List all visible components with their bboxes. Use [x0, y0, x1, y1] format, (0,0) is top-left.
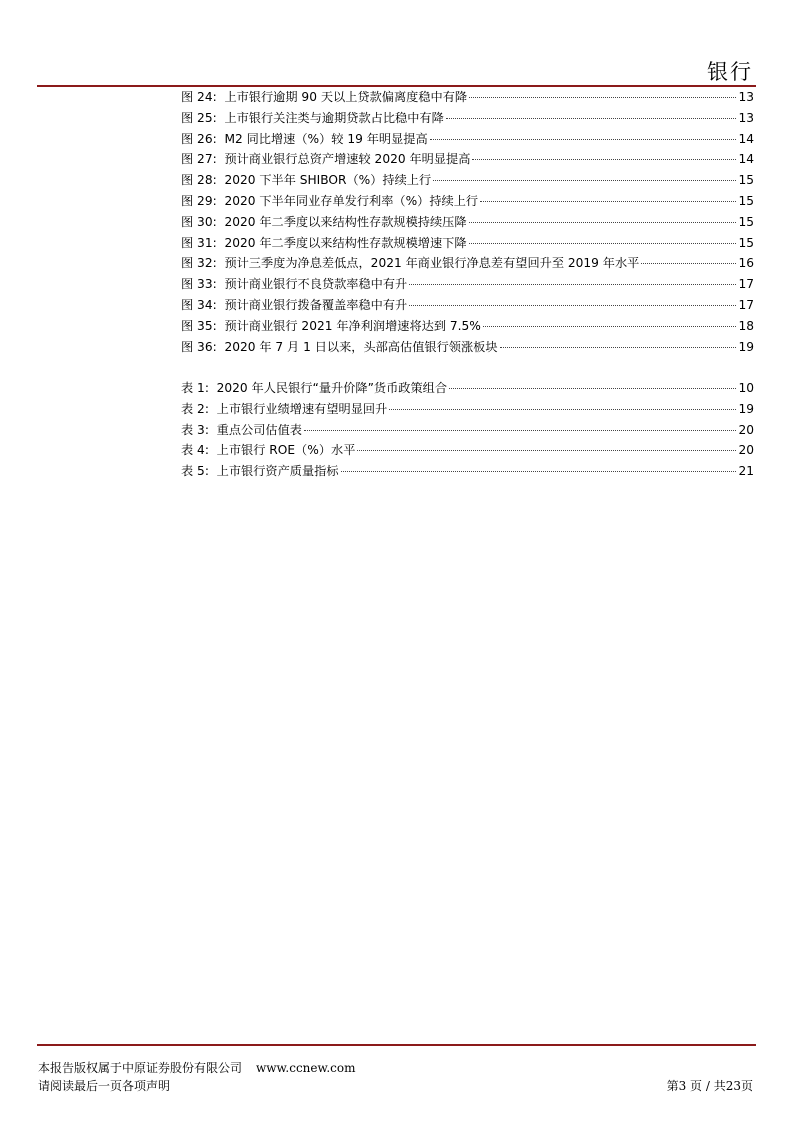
- toc-entry-label: 图 25:: [181, 110, 217, 125]
- toc-entry-label: 图 30:: [181, 214, 217, 229]
- table-list: [181, 378, 754, 482]
- dot-leader: [389, 409, 736, 410]
- figure-toc-entry[interactable]: [181, 253, 754, 274]
- label-spacer: [209, 440, 217, 461]
- table-toc-entry[interactable]: [181, 440, 754, 461]
- dot-leader: [409, 284, 736, 285]
- toc-entry-page: 21: [738, 464, 754, 479]
- label-spacer: [217, 129, 225, 150]
- toc-entry-label: 表 5:: [181, 464, 209, 479]
- dot-leader: [641, 263, 736, 264]
- toc-entry-title: 上市银行业绩增速有望明显回升: [216, 401, 388, 416]
- toc-entry-page: 19: [738, 339, 754, 354]
- dot-leader: [472, 159, 736, 160]
- toc-entry-title: 上市银行关注类与逾期贷款占比稳中有降: [224, 110, 444, 125]
- figure-toc-entry[interactable]: [181, 129, 754, 150]
- label-spacer: [209, 420, 217, 441]
- toc-entry-label: 图 34:: [181, 297, 217, 312]
- label-spacer: [217, 253, 225, 274]
- label-spacer: [217, 170, 225, 191]
- toc-entry-title: 2020 年二季度以来结构性存款规模持续压降: [224, 214, 467, 229]
- figure-toc-entry[interactable]: [181, 337, 754, 358]
- toc-entry-page: 20: [738, 422, 754, 437]
- toc-entry-title: 2020 年人民银行“量升价降”货币政策组合: [216, 381, 448, 395]
- toc-entry-title: 2020 下半年 SHIBOR（%）持续上行: [224, 173, 432, 188]
- toc-entry-title: 预计商业银行拨备覆盖率稳中有升: [224, 297, 408, 312]
- table-toc-entry[interactable]: [181, 420, 754, 441]
- toc-entry-label: 表 4:: [181, 443, 209, 458]
- dot-leader: [483, 326, 737, 327]
- dot-leader: [500, 347, 737, 348]
- toc-entry-label: 图 35:: [181, 318, 217, 333]
- toc-entry-page: 15: [738, 214, 754, 229]
- figure-toc-entry[interactable]: [181, 108, 754, 129]
- label-spacer: [209, 399, 217, 420]
- toc-entry-page: 14: [738, 131, 754, 146]
- dot-leader: [469, 222, 737, 223]
- toc-entry-label: 图 24:: [181, 90, 217, 104]
- dot-leader: [409, 305, 736, 306]
- dot-leader: [469, 243, 737, 244]
- section-title: 银行: [707, 60, 753, 84]
- toc-entry-page: 15: [738, 173, 754, 188]
- toc-entry-page: 19: [738, 401, 754, 416]
- label-spacer: [217, 212, 225, 233]
- toc-entry-title: 上市银行逾期 90 天以上贷款偏离度稳中有降: [224, 90, 468, 104]
- toc-entry-page: 13: [738, 110, 754, 125]
- toc-entry-page: 18: [738, 318, 754, 333]
- footer-copyright-line: [38, 1059, 355, 1076]
- dot-leader: [341, 471, 737, 472]
- toc-entry-label: 图 33:: [181, 277, 217, 292]
- dot-leader: [480, 201, 736, 202]
- dot-leader: [357, 450, 736, 451]
- toc-entry-title: 预计三季度为净息差低点，2021 年商业银行净息差有望回升至 2019 年水平: [224, 256, 640, 271]
- figure-toc-entry[interactable]: [181, 87, 754, 108]
- table-toc-entry[interactable]: [181, 461, 754, 482]
- toc-entry-title: 2020 下半年同业存单发行利率（%）持续上行: [224, 193, 479, 208]
- toc-entry-label: 表 1:: [181, 381, 209, 395]
- toc-entry-label: 图 27:: [181, 152, 217, 167]
- toc-entry-title: 上市银行资产质量指标: [216, 464, 339, 479]
- toc-entry-page: 15: [738, 193, 754, 208]
- dot-leader: [433, 180, 736, 181]
- figure-toc-entry[interactable]: [181, 170, 754, 191]
- label-spacer: [217, 233, 225, 254]
- toc-entry-label: 表 3:: [181, 422, 209, 437]
- figure-toc-entry[interactable]: [181, 233, 754, 254]
- toc-entry-label: 图 32:: [181, 256, 217, 271]
- toc-entry-title: M2 同比增速（%）较 19 年明显提高: [224, 131, 428, 146]
- label-spacer: [217, 316, 225, 337]
- toc-entry-page: 17: [738, 277, 754, 292]
- dot-leader: [304, 430, 737, 431]
- label-spacer: [217, 337, 225, 358]
- toc-entry-page: 16: [738, 256, 754, 271]
- toc-entry-label: 表 2:: [181, 401, 209, 416]
- footer-divider: [37, 1044, 756, 1046]
- figure-toc-entry[interactable]: [181, 212, 754, 233]
- toc-entry-title: 预计商业银行 2021 年净利润增速将达到 7.5%: [224, 318, 481, 333]
- figure-toc-entry[interactable]: [181, 191, 754, 212]
- label-spacer: [217, 191, 225, 212]
- toc-entry-label: 图 31:: [181, 235, 217, 250]
- toc-entry-page: 13: [738, 90, 754, 104]
- toc-entry-title: 预计商业银行总资产增速较 2020 年明显提高: [224, 152, 471, 167]
- table-toc-entry[interactable]: [181, 399, 754, 420]
- page-number: 第3 页 / 共23页: [666, 1079, 753, 1093]
- toc-entry-page: 20: [738, 443, 754, 458]
- disclaimer-text: 请阅读最后一页各项声明: [38, 1079, 171, 1093]
- table-toc-entry[interactable]: [181, 378, 754, 399]
- dot-leader: [449, 388, 736, 389]
- toc-entry-label: 图 36:: [181, 339, 217, 354]
- toc-entry-title: 2020 年二季度以来结构性存款规模增速下降: [224, 235, 467, 250]
- figure-toc-entry[interactable]: [181, 295, 754, 316]
- label-spacer: [217, 295, 225, 316]
- toc-entry-page: 17: [738, 297, 754, 312]
- label-spacer: [217, 149, 225, 170]
- label-spacer: [217, 108, 225, 129]
- toc-entry-label: 图 26:: [181, 131, 217, 146]
- dot-leader: [469, 97, 736, 98]
- toc-entry-page: 14: [738, 152, 754, 167]
- label-spacer: [217, 274, 225, 295]
- dot-leader: [446, 118, 737, 119]
- copyright-text: 本报告版权属于中原证券股份有限公司: [38, 1061, 243, 1075]
- toc-entry-label: 图 28:: [181, 173, 217, 188]
- figure-toc-entry[interactable]: [181, 274, 754, 295]
- toc-entry-title: 2020 年 7 月 1 日以来，头部高估值银行领涨板块: [224, 339, 498, 354]
- toc-entry-page: 10: [738, 381, 754, 395]
- toc-entry-title: 上市银行 ROE（%）水平: [216, 443, 356, 458]
- figure-toc-entry[interactable]: [181, 316, 754, 337]
- toc-entry-page: 15: [738, 235, 754, 250]
- toc-entry-label: 图 29:: [181, 193, 217, 208]
- figure-list: [181, 87, 754, 357]
- website-link[interactable]: www.ccnew.com: [256, 1061, 356, 1075]
- label-spacer: [209, 378, 217, 399]
- label-spacer: [209, 461, 217, 482]
- toc-entry-title: 重点公司估值表: [216, 422, 302, 437]
- dot-leader: [430, 139, 737, 140]
- figure-toc-entry[interactable]: [181, 149, 754, 170]
- toc-entry-title: 预计商业银行不良贷款率稳中有升: [224, 277, 408, 292]
- label-spacer: [217, 87, 225, 108]
